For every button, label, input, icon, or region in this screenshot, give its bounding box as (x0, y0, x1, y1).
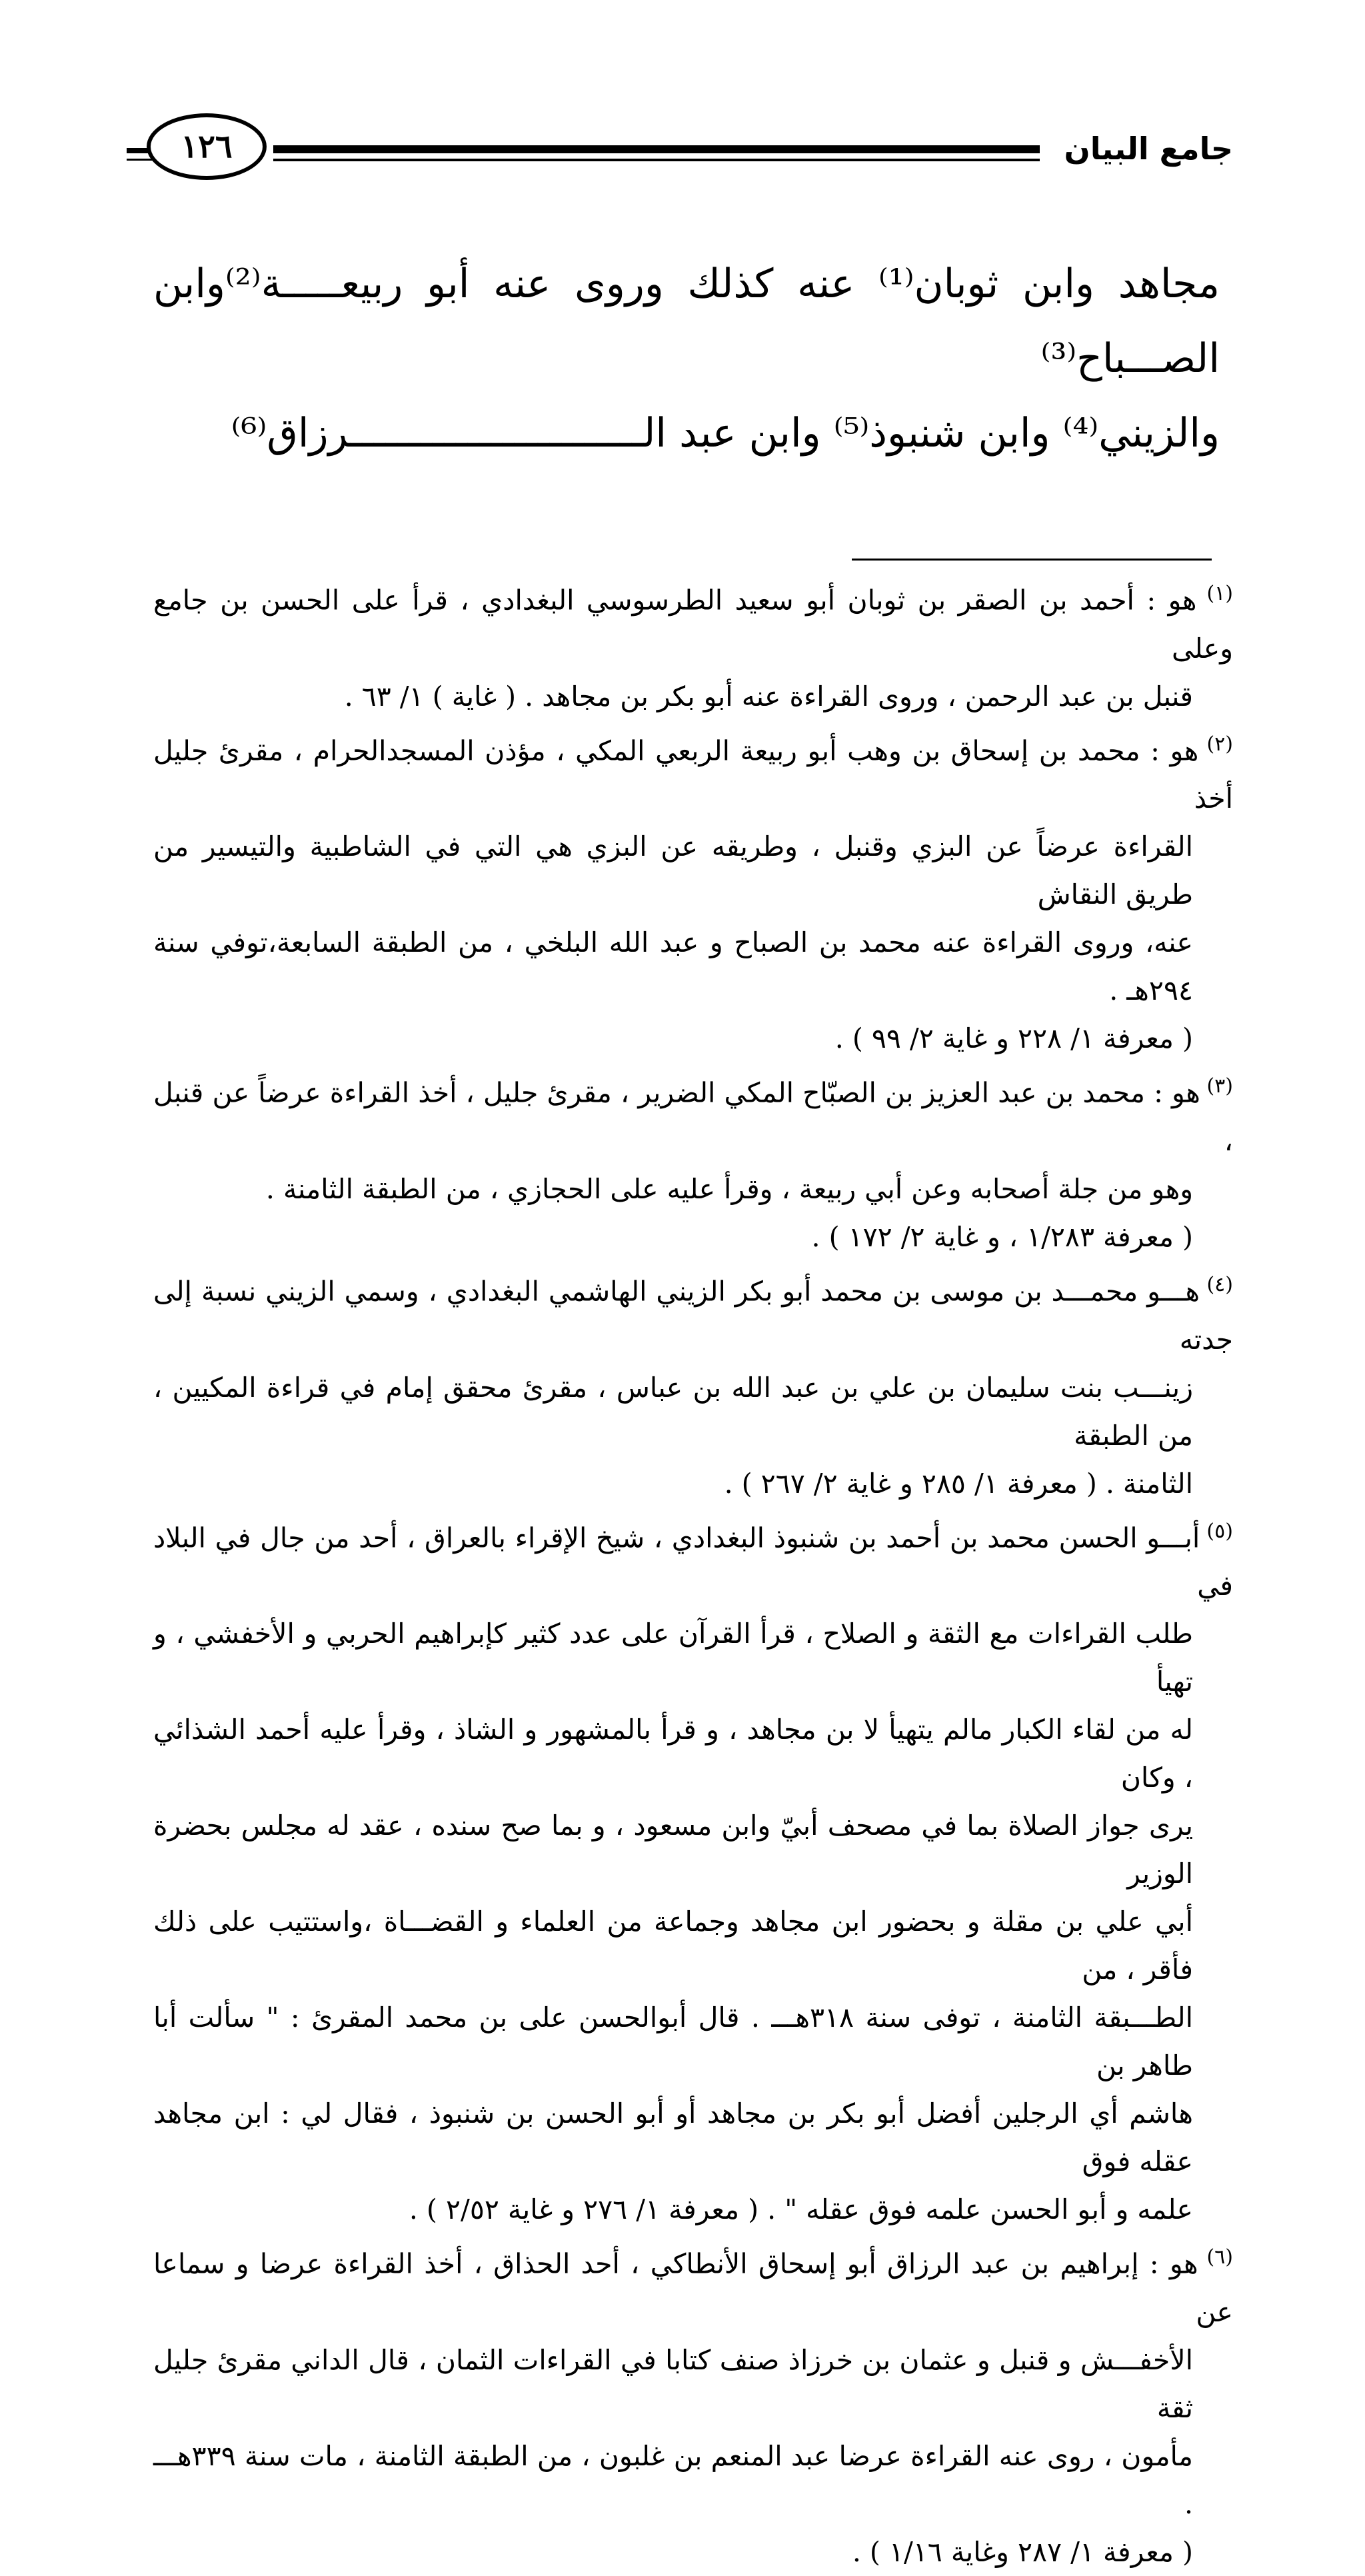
footnote-line: هاشم أي الرجلين أفضل أبو بكر بن مجاهد أو أبو الحسن بن شنبوذ ، فقال لي : ابن مجاهد عقله فوق (153, 2097, 1193, 2178)
footnote-text: هو : إبراهيم بن عبد الرزاق أبو إسحاق الأنطاكي ، أحد الحذاق ، أخذ القراءة عرضا و سماعا عن (153, 2247, 1233, 2328)
footnote-number: (٢) (1198, 732, 1233, 756)
footnote (153, 2233, 1233, 2576)
footnote-text: أبـــو الحسن محمد بن أحمد بن شنبوذ البغدادي ، شيخ الإقراء بالعراق ، أحد من جال في البلاد في (153, 1522, 1233, 1602)
footnote-line: قنبل بن عبد الرحمن ، وروى القراءة عنه أبو بكر بن مجاهد . ( غاية ) ١/ ٦٣ . (344, 680, 1193, 712)
footnote-number: (٦) (1198, 2245, 1233, 2269)
footnote-text: هو : محمد بن عبد العزيز بن الصبّاح المكي الضرير ، مقرئ جليل ، أخذ القراءة عرضاً عن قنبل ، (153, 1076, 1233, 1157)
footnote (153, 570, 1233, 720)
footnote-number: (٣) (1200, 1074, 1233, 1098)
footnote-line: طلب القراءات مع الثقة و الصلاح ، قرأ القرآن على عدد كثير كإبراهيم الحربي و الأخفشي ، و تهيأ (153, 1618, 1193, 1698)
footnote-line (153, 1508, 1233, 1610)
page-number (147, 113, 267, 180)
footnote-line: ( معرفة ١/٢٨٣ ، و غاية ٢/ ١٧٢ ) . (811, 1220, 1193, 1253)
footnote (153, 720, 1233, 1063)
footnote-text: هو : محمد بن إسحاق بن وهب أبو ربيعة الربعي المكي ، مؤذن المسجدالحرام ، مقرئ جليل أخذ (153, 734, 1233, 815)
footnote (153, 1261, 1233, 1508)
footnote-number: (٤) (1200, 1272, 1233, 1296)
footnote-line: له من لقاء الكبار مالم يتهيأ لا بن مجاهد ، و قرأ بالمشهور و الشاذ ، وقرأ عليه أحمد الشذائي ، وكان (153, 1714, 1193, 1794)
footnote (153, 1508, 1233, 2234)
footnote-number: (١) (1196, 582, 1233, 605)
footnote-line: الطـــبقة الثامنة ، توفى سنة ٣١٨هـــ . قال أبوالحسن على بن محمد المقرئ : " سألت أبا طاهر بن (153, 2001, 1193, 2082)
main-text-line: مجاهد وابن ثوبان⁽¹⁾ عنه كذلك وروى عنه أبو ربيعـــــة⁽²⁾وابن الصـــباح⁽³⁾ (153, 261, 1220, 382)
footnote-line: زينـــب بنت سليمان بن علي بن عبد الله بن عباس ، مقرئ محقق إمام في قراءة المكيين ، من الطبقة (153, 1371, 1193, 1452)
footnotes (153, 570, 1233, 2576)
footnote-line: الثامنة . ( معرفة ١/ ٢٨٥ و غاية ٢/ ٢٦٧ ) . (724, 1467, 1193, 1500)
footnote-line (153, 720, 1233, 823)
footnote-line (153, 1062, 1233, 1165)
footnote-line: ( معرفة ١/ ٢٨٧ وغاية ١/١٦ ) . (852, 2535, 1193, 2568)
footnote-text: هو : أحمد بن الصقر بن ثوبان أبو سعيد الطرسوسي البغدادي ، قرأ على الحسن بن جامع وعلى (153, 584, 1233, 664)
footnote (153, 1062, 1233, 1261)
header-rule (273, 145, 1040, 153)
page-number-text: ١٢٦ (181, 128, 233, 165)
footnote-line: مأمون ، روى عنه القراءة عرضا عبد المنعم بن غلبون ، من الطبقة الثامنة ، مات سنة ٣٣٩هـــ . (153, 2439, 1193, 2520)
footnote-line: عنه، وروى القراءة عنه محمد بن الصباح و عبد الله البلخي ، من الطبقة السابعة،توفي سنة ٢٩٤هـ . (153, 926, 1193, 1007)
footnote-line (153, 2233, 1233, 2336)
footnote-line: الأخفـــش و قنبل و عثمان بن خرزاذ صنف كتابا في القراءات الثمان ، قال الداني مقرئ جليل ثقة (153, 2343, 1193, 2424)
page-header (107, 113, 1233, 187)
footnote-line: علمه و أبو الحسن علمه فوق عقله " . ( معرفة ١/ ٢٧٦ و غاية ٢/٥٢ ) . (409, 2193, 1193, 2226)
footnote-line (153, 1261, 1233, 1364)
footnote-line: أبي علي بن مقلة و بحضور ابن مجاهد وجماعة من العلماء و القضـــاة ،واستتيب على ذلك فأقر ، من (153, 1906, 1193, 1986)
book-title: جامع البيان (1064, 131, 1233, 167)
main-text-line: والزيني⁽⁴⁾ وابن شنبوذ⁽⁵⁾ وابن عبد الـــــــــــــــــــــــــرزاق⁽⁶⁾ (231, 410, 1220, 457)
footnote-line: وهو من جلة أصحابه وعن أبي ربيعة ، وقرأ عليه على الحجازي ، من الطبقة الثامنة . (265, 1172, 1193, 1205)
footnote-line: ( معرفة ١/ ٢٢٨ و غاية ٢/ ٩٩ ) . (834, 1022, 1193, 1055)
header-rule-thin (273, 159, 1040, 161)
footnote-line: يرى جواز الصلاة بما في مصحف أبيّ وابن مسعود ، و بما صح سنده ، عقد له مجلس بحضرة الوزير (153, 1810, 1193, 1890)
footnote-text: هـــو محمـــد بن موسى بن محمد أبو بكر الزيني الهاشمي البغدادي ، وسمي الزيني نسبة إلى جدته (153, 1275, 1233, 1356)
main-text (153, 247, 1220, 471)
footnote-divider (852, 559, 1212, 561)
footnote-line: القراءة عرضاً عن البزي وقنبل ، وطريقه عن البزي هي التي في الشاطبية والتيسير من طريق النقاش (153, 830, 1193, 911)
footnote-line (153, 570, 1233, 672)
footnote-number: (٥) (1200, 1519, 1233, 1543)
